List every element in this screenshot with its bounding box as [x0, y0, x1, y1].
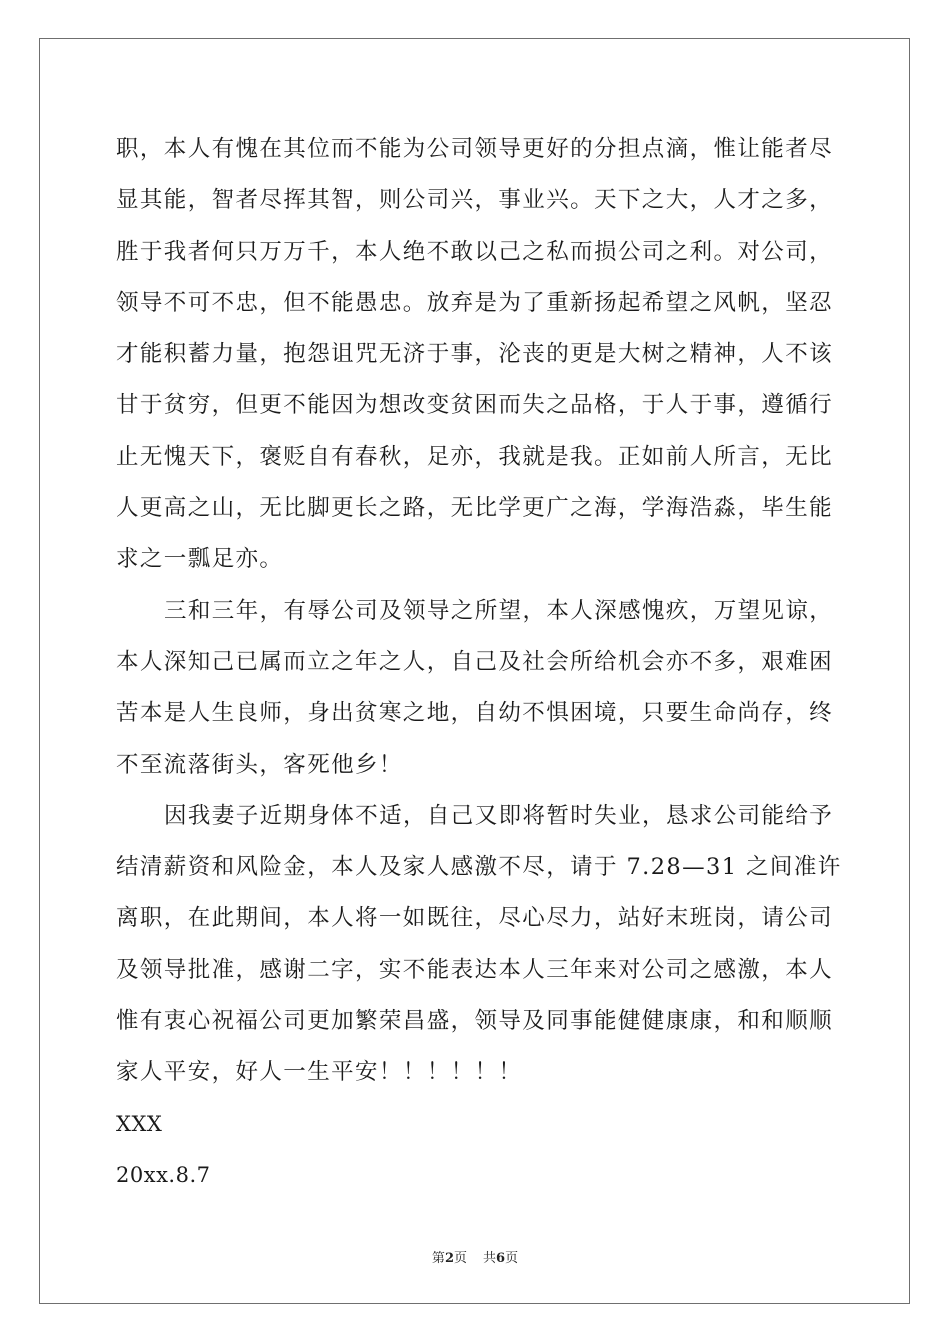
text-line: 人更高之山，无比脚更长之路，无比学更广之海，学海浩淼，毕生能 [116, 495, 834, 522]
text-line: 胜于我者何只万万千，本人绝不敢以己之私而损公司之利。对公司， [116, 238, 834, 265]
text-line: 不至流落街头，客死他乡！ [116, 751, 403, 778]
text-line: 职，本人有愧在其位而不能为公司领导更好的分担点滴，惟让能者尽 [116, 136, 834, 162]
page-prefix: 第 [431, 1251, 445, 1266]
text-line: 止无愧天下，褒贬自有春秋，足亦，我就是我。正如前人所言，无比 [116, 443, 834, 470]
signature-name: XXX [116, 1111, 163, 1136]
paragraph-2 [116, 586, 836, 791]
text-line: 家人平安，好人一生平安！！！！！！ [116, 1059, 523, 1086]
paragraph-3 [116, 791, 842, 1099]
text-line: 因我妻子近期身体不适，自己又即将暂时失业，恳求公司能给予 [164, 802, 834, 829]
text-line: 显其能，智者尽挥其智，则公司兴，事业兴。天下之大，人才之多， [116, 187, 834, 214]
text-line: 苦本是人生良师，身出贫寒之地，自幼不惧困境，只要生命尚存，终 [116, 700, 834, 727]
page-number: 2 [444, 1251, 454, 1266]
page-footer [0, 1247, 950, 1266]
total-pages: 6 [496, 1251, 506, 1266]
text-line: 结清薪资和风险金，本人及家人感激不尽，请于 7.28—31 之间准许 [116, 854, 842, 881]
text-line: 惟有衷心祝福公司更加繁荣昌盛，领导及同事能健健康康，和和顺顺 [116, 1008, 834, 1035]
total-prefix: 共 [483, 1251, 497, 1266]
signature-date: 20xx.8.7 [116, 1162, 211, 1187]
text-line: 三和三年，有辱公司及领导之所望，本人深感愧疚，万望见谅， [164, 597, 834, 624]
text-line: 甘于贫穷，但更不能因为想改变贫困而失之品格，于人于事，遵循行 [116, 392, 834, 419]
total-suffix: 页 [505, 1251, 519, 1266]
text-line: 才能积蓄力量，抱怨诅咒无济于事，沦丧的更是大树之精神，人不该 [116, 341, 834, 368]
page-suffix: 页 [453, 1251, 467, 1266]
paragraph-1 [116, 124, 836, 586]
text-line: 本人深知己已属而立之年之人，自己及社会所给机会亦不多，艰难困 [116, 648, 834, 675]
text-line: 离职，在此期间，本人将一如既往，尽心尽力，站好末班岗，请公司 [116, 905, 834, 932]
text-line: 领导不可不忠，但不能愚忠。放弃是为了重新扬起希望之风帆，坚忍 [116, 289, 834, 316]
text-line: 求之一瓢足亦。 [116, 546, 284, 573]
text-line: 及领导批准，感谢二字，实不能表达本人三年来对公司之感激，本人 [116, 956, 834, 983]
document-body [116, 124, 842, 1201]
